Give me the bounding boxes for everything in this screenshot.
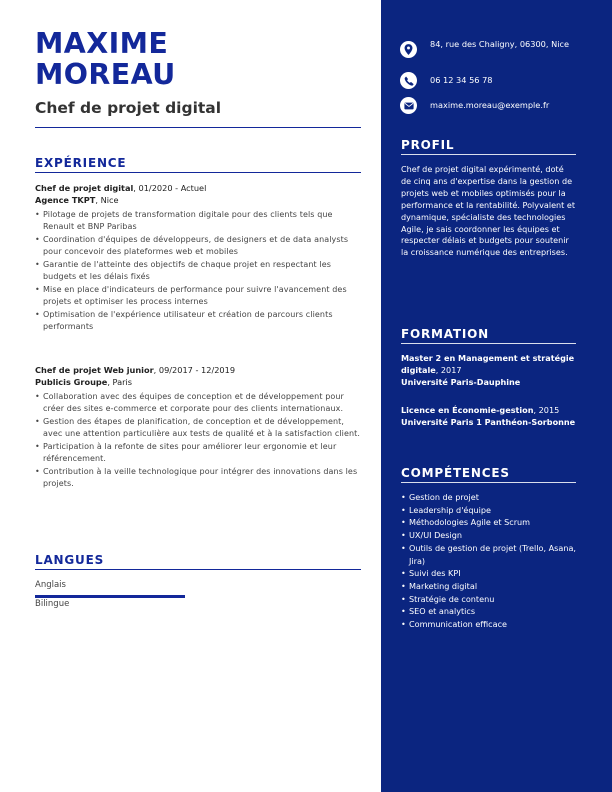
skill-item: • Leadership d'équipe	[401, 504, 492, 515]
job-bullet: • Gestion des étapes de planification, de conception et de développement, avec une attention particulière aux tests de qualité et à la satisfaction client.	[35, 417, 361, 438]
header-divider	[35, 127, 361, 128]
profile-divider	[401, 154, 576, 155]
education-entry-1	[401, 353, 581, 388]
profile-text: Chef de projet digital expérimenté, doté de cinq ans d'expertise dans la gestion de projets web et mobiles optimisés pour la performance et la rentabilité. Polyvalent et dynamique, spécialiste des technologies Agile, je sais coordonner les équipes et respecter délais et budgets pour soutenir la croissance numérique des entreprises.	[401, 164, 576, 258]
job-bullets	[35, 391, 365, 489]
languages-divider	[35, 569, 361, 570]
skill-item: • Communication efficace	[401, 619, 508, 630]
first-name: MAXIME	[35, 27, 169, 60]
job-company-line: Publicis Groupe, Paris	[35, 377, 133, 387]
job-dates: 01/2020 - Actuel	[138, 183, 207, 193]
education-entry-2	[401, 405, 581, 429]
skill-item: • UX/UI Design	[401, 530, 463, 541]
skills-divider	[401, 482, 576, 483]
job-heading: Chef de projet digital, 01/2020 - Actuel	[35, 183, 207, 193]
education-degree: Licence en Économie-gestion, 2015	[401, 405, 560, 415]
job-bullet: • Pilotage de projets de transformation digitale pour des clients tels que Renault et BNP Paribas	[35, 210, 333, 231]
education-degree: Master 2 en Management et stratégie digitale, 2017	[401, 353, 575, 375]
education-section-title: FORMATION	[401, 327, 490, 341]
email-text: maxime.moreau@exemple.fr	[430, 100, 550, 110]
job-bullet: • Coordination d'équipes de développeurs, de designers et de data analysts pour concevoir des plateformes web et mobiles	[35, 235, 349, 256]
address-text: 84, rue des Chaligny, 06300, Nice	[430, 39, 570, 49]
job-company: Publicis Groupe	[35, 377, 108, 387]
sidebar	[381, 0, 612, 792]
language-name: Anglais	[35, 580, 66, 590]
job-bullet: • Participation à la refonte de sites pour améliorer leur ergonomie et leur référencement.	[35, 442, 337, 463]
map-pin-icon	[400, 41, 417, 58]
skill-item: • Méthodologies Agile et Scrum	[401, 517, 531, 528]
job-bullets	[35, 209, 365, 332]
skill-item: • Gestion de projet	[401, 492, 479, 502]
education-year: 2015	[538, 405, 560, 415]
job-bullet: • Mise en place d'indicateurs de performance pour suivre l'avancement des projets et optimiser les process internes	[35, 285, 347, 306]
last-name: MOREAU	[35, 58, 176, 91]
skill-item: • Stratégie de contenu	[401, 593, 495, 604]
job-dates: 09/2017 - 12/2019	[158, 365, 236, 375]
languages-section-title: LANGUES	[35, 553, 105, 567]
language-level: Bilingue	[35, 599, 70, 609]
job-entry-2	[35, 364, 365, 491]
job-bullet: • Contribution à la veille technologique pour intégrer des innovations dans les projets.	[35, 467, 358, 488]
skills-section-title: COMPÉTENCES	[401, 466, 510, 480]
experience-divider	[35, 172, 361, 173]
education-year: 2017	[440, 364, 462, 375]
job-city: Paris	[112, 377, 133, 387]
phone-icon	[400, 72, 417, 89]
job-entry-1	[35, 182, 365, 334]
job-company-line: Agence TKPT, Nice	[35, 195, 119, 205]
skill-item: • Suivi des KPI	[401, 568, 461, 579]
skill-item: • SEO et analytics	[401, 606, 476, 617]
envelope-icon	[400, 97, 417, 114]
profile-section-title: PROFIL	[401, 138, 455, 152]
job-city: Nice	[100, 195, 119, 205]
skill-item: • Outils de gestion de projet (Trello, Asana, Jira)	[401, 542, 576, 566]
skill-item: • Marketing digital	[401, 580, 478, 591]
candidate-name	[35, 28, 176, 90]
experience-section-title: EXPÉRIENCE	[35, 156, 127, 170]
skills-list	[401, 491, 581, 631]
job-heading: Chef de projet Web junior, 09/2017 - 12/2019	[35, 365, 236, 375]
job-title: Chef de projet digital	[35, 99, 222, 117]
education-school: Université Paris 1 Panthéon-Sorbonne	[401, 416, 576, 427]
job-bullet: • Optimisation de l'expérience utilisateur et création de parcours clients performants	[35, 310, 333, 331]
job-bullet: • Collaboration avec des équipes de conception et de développement pour créer des sites e-commerce et corporate pour des clients internationaux.	[35, 392, 344, 413]
phone-text: 06 12 34 56 78	[430, 75, 493, 85]
job-role: Chef de projet digital	[35, 183, 134, 193]
job-role: Chef de projet Web junior	[35, 365, 154, 375]
job-company: Agence TKPT	[35, 195, 96, 205]
education-school: Université Paris-Dauphine	[401, 376, 521, 387]
language-proficiency-bar	[35, 595, 185, 598]
education-divider	[401, 343, 576, 344]
job-bullet: • Garantie de l'atteinte des objectifs de chaque projet en respectant les budgets et les délais fixés	[35, 260, 332, 281]
